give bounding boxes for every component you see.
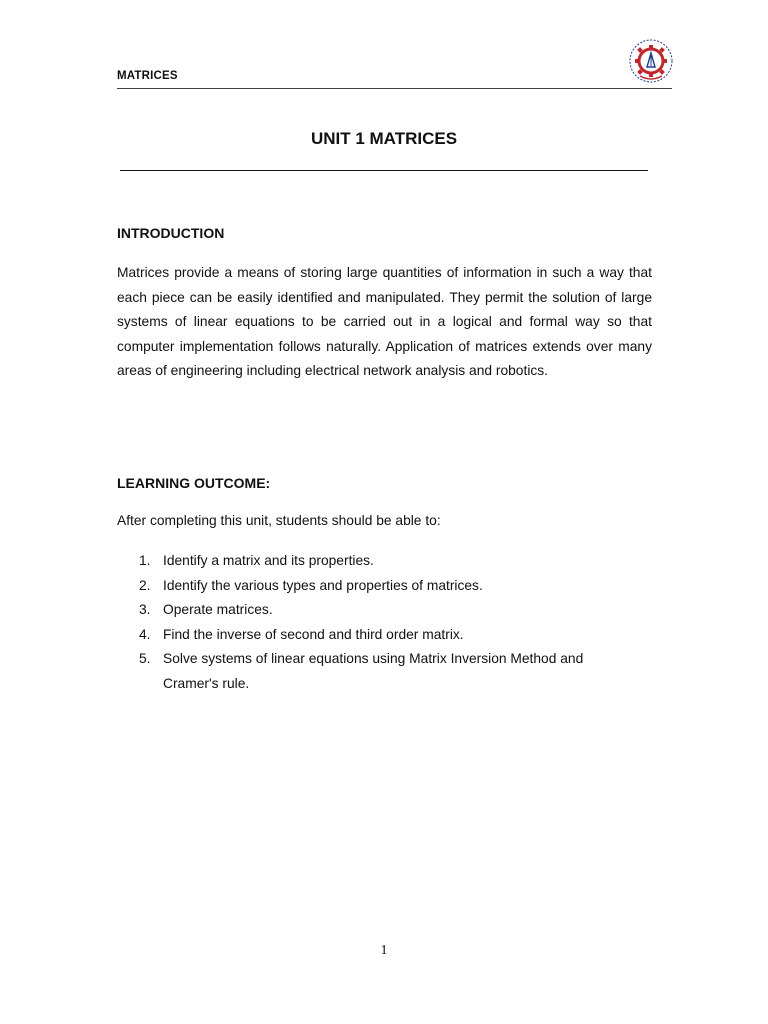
list-number: 2.: [139, 577, 151, 593]
list-text: Operate matrices.: [163, 602, 273, 617]
list-text: Find the inverse of second and third order matrix.: [163, 626, 464, 642]
list-text: Solve systems of linear equations using Matrix Inversion Method and: [163, 651, 584, 666]
page-number: 1: [380, 943, 388, 958]
learning-outcome-list: [117, 549, 657, 696]
list-number: 5.: [139, 651, 151, 666]
list-text: Identify the various types and properties of matrices.: [163, 577, 483, 593]
introduction-paragraph: Matrices provide a means of storing large quantities of information in such a way that each piece can be easily identified and manipulated. They permit the solution of large systems of linear equations to be carried out in a logical and formal way so that computer implementation follows naturally. Application of matrices extends over many areas of engineering including electrical network analysis and robotics.: [117, 265, 652, 379]
list-number: 1.: [139, 553, 151, 568]
list-number: 4.: [139, 626, 151, 642]
page-title: UNIT 1 MATRICES: [310, 129, 458, 148]
list-item: [117, 549, 657, 574]
list-text: Identify a matrix and its properties.: [163, 553, 374, 568]
title-underline: [120, 170, 648, 171]
learning-outcome-heading: LEARNING OUTCOME:: [117, 475, 271, 491]
list-item: [117, 647, 657, 696]
list-item: [117, 574, 657, 599]
list-number: 3.: [139, 602, 151, 617]
running-header: MATRICES: [117, 70, 178, 82]
learning-outcome-lead: After completing this unit, students should be able to:: [117, 513, 441, 528]
university-seal-icon: [628, 38, 674, 84]
introduction-heading: INTRODUCTION: [117, 225, 225, 241]
list-item: [117, 598, 657, 623]
header-divider: [117, 88, 672, 89]
list-item: [117, 623, 657, 648]
list-text-continuation: Cramer's rule.: [163, 675, 250, 691]
